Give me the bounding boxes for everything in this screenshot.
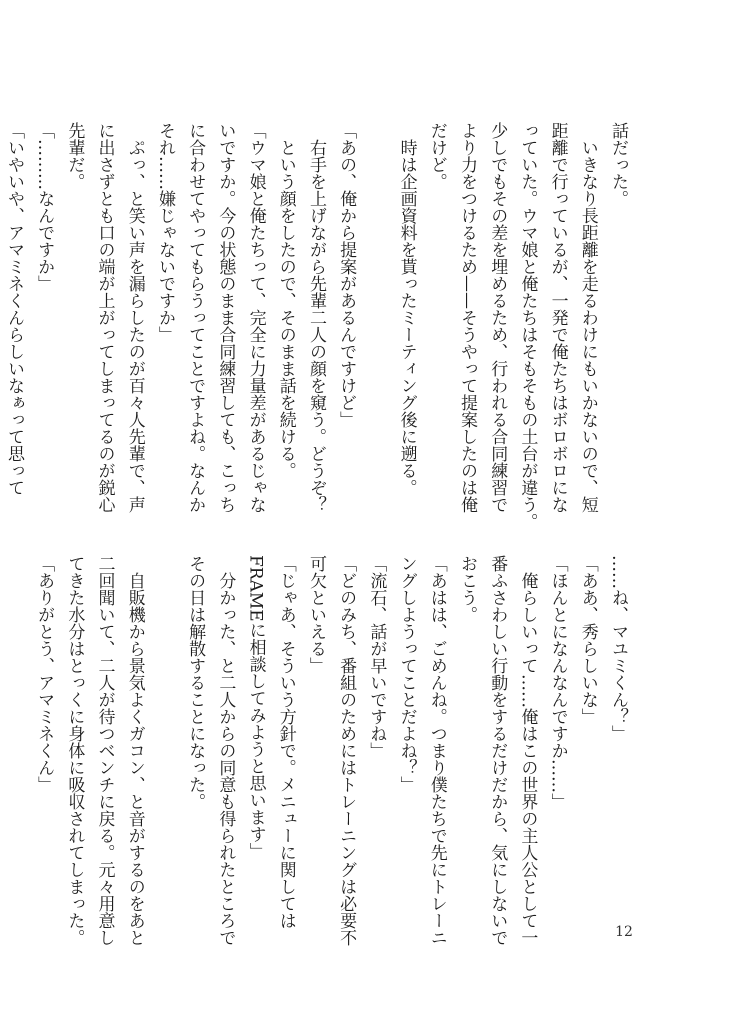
- text-line: ……ね、マユミくん？」: [608, 555, 628, 742]
- text-line: いきなり長距離を走るわけにもいかないので、短: [577, 122, 598, 513]
- text-line: に出さずとも口の端が上がってしまってるのが鋭心: [94, 122, 115, 513]
- text-line: 分かった、と二人からの同意も得られたところで: [215, 555, 236, 946]
- text-line: だけど。: [426, 122, 447, 190]
- text-line: 「じゃあ、そういう方針で。メニューに関しては: [275, 555, 296, 929]
- text-line: より力をつけるため——そうやって提案したのは俺: [456, 122, 477, 513]
- text-line: 「流石、話が早いですね」: [366, 555, 387, 759]
- text-line: っていた。ウマ娘と俺たちはそもそもの土台が違う。: [517, 122, 538, 530]
- text-line: 先輩だ。: [64, 122, 85, 190]
- text-line: 距離で行っているが、一発で俺たちはボロボロにな: [547, 122, 568, 513]
- text-line: 「どのみち、番組のためにはトレーニングは必要不: [336, 555, 357, 946]
- text-line: [150, 555, 180, 900]
- text-line: 可欠といえる」: [305, 555, 326, 674]
- text-line: という顔をしたので、そのまま話を続ける。: [275, 122, 296, 479]
- text-line: ぷっ、と笑い声を漏らしたのが百々人先輩で、声: [124, 122, 145, 513]
- text-line: 「ウマ娘と俺たちって、完全に力量差があるじゃな: [245, 122, 266, 513]
- text-line: 「………なんですか」: [34, 122, 55, 292]
- text-line: 「あの、俺から提案があるんですけど」: [336, 122, 357, 428]
- text-line: 「いやいや、アマミネくんらしいなぁって思って: [3, 122, 24, 496]
- text-line: 俺らしいって……俺はこの世界の主人公として一: [517, 555, 538, 946]
- text-line: 話だった。: [608, 122, 628, 207]
- text-line: ングしようってことだよね？」: [396, 555, 417, 793]
- text-line: [361, 122, 391, 462]
- upper-text-tier: [3, 122, 633, 530]
- text-line: 「ほんとになんなんですか……」: [547, 555, 568, 810]
- text-line: 番ふさわしい行動をするだけだから、気にしないで: [487, 555, 508, 946]
- text-line: 右手を上げながら先輩二人の顔を窺う。どうぞ？: [305, 122, 326, 513]
- text-line: 「あはは、ごめんね。つまり僕たちで先にトレーニ: [426, 555, 447, 946]
- text-line: 自販機から景気よくガコン、と音がするのをあと: [124, 555, 145, 946]
- text-line: 時は企画資料を貰ったミーティング後に遡る。: [396, 122, 417, 496]
- text-line: 少しでもその差を埋めるため、行われる合同練習で: [487, 122, 508, 513]
- text-line: FRAMEに相談してみようと思います」: [245, 555, 266, 860]
- text-line: いですか。今の状態のまま合同練習しても、こっち: [215, 122, 236, 513]
- text-line: 二回聞いて、二人が待つベンチに戻る。元々用意し: [94, 555, 115, 946]
- text-line: その日は解散することになった。: [185, 555, 206, 810]
- text-line: 「ありがとう、アマミネくん」: [34, 555, 55, 793]
- page-number: 12: [615, 924, 633, 940]
- text-line: 「ああ、秀らしいな」: [577, 555, 598, 725]
- text-line: おこう。: [456, 555, 477, 623]
- text-line: それ……嫌じゃないですか」: [154, 122, 175, 343]
- text-line: てきた水分はとっくに身体に吸収されてしまった。: [64, 555, 85, 946]
- text-line: に合わせてやってもらうってことですよね。なんか: [185, 122, 206, 513]
